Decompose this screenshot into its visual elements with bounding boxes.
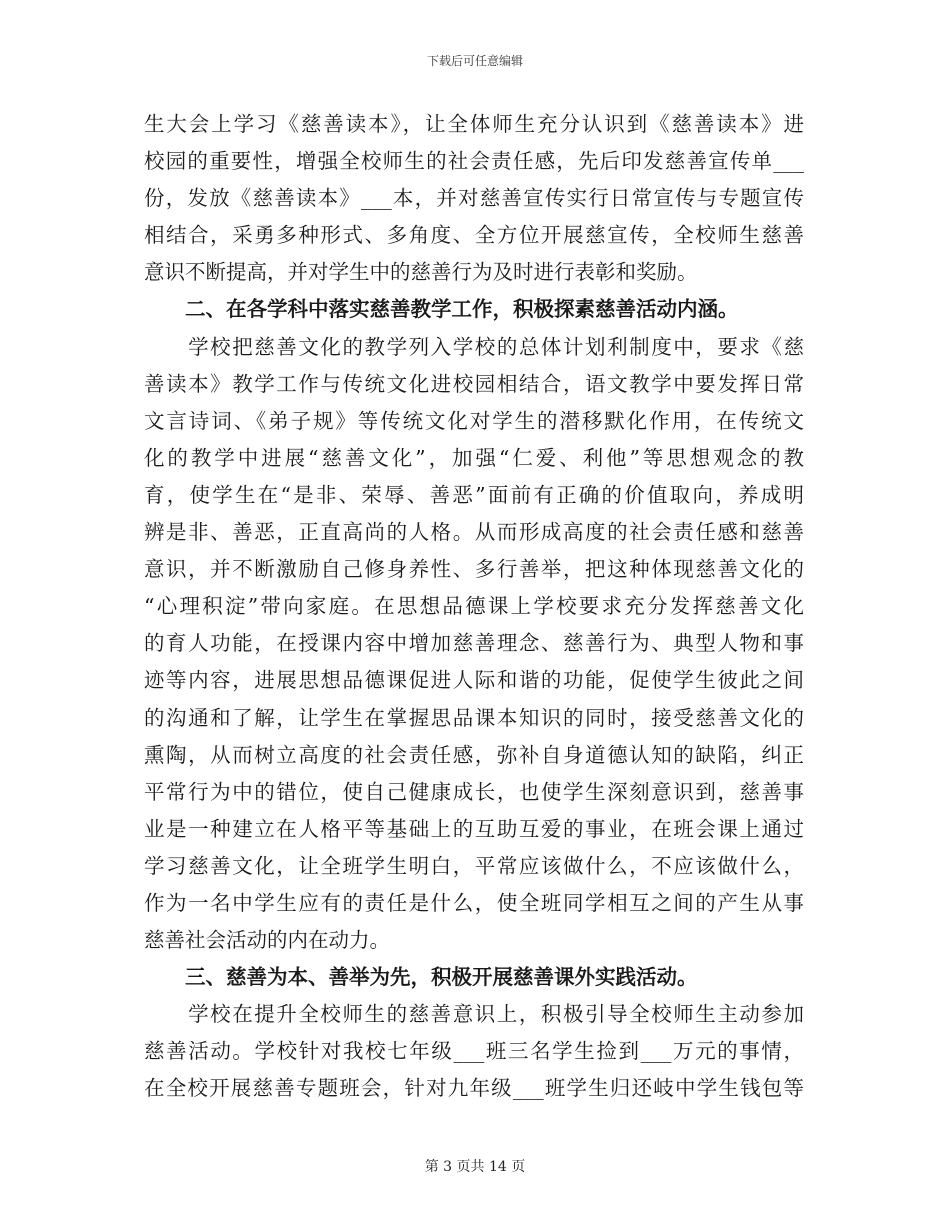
section-heading-2: 二、在各学科中落实慈善教学工作，积极探素慈善活动内涵。 (144, 297, 739, 322)
section-heading-3: 三、慈善为本、善举为先，积极开展慈善课外实践活动。 (144, 965, 698, 990)
body-line: 在全校开展慈善专题班会，针对九年级___班学生归还岐中学生钱包等 (144, 1076, 804, 1101)
body-line: 份，发放《慈善读本》___本，并对慈善宣传实行日常宣传与专题宣传 (144, 186, 804, 211)
document-body (144, 106, 804, 1108)
body-line: 化的教学中进展“慈善文化”，加强“仁爱、利他”等思想观念的教 (144, 445, 804, 470)
body-line: 的育人功能，在授课内容中增加慈善理念、慈善行为、典型人物和事 (144, 631, 804, 656)
body-line: 善读本》教学工作与传统文化进校园相结合，语文教学中要发挥日常 (144, 371, 804, 396)
body-line: 校园的重要性，增强全校师生的社会责任感，先后印发慈善宣传单___ (144, 149, 804, 174)
body-line: 相结合，采勇多种形式、多角度、全方位开展慈宣传，全校师生慈善 (144, 223, 804, 248)
body-line: “心理积淀”带向家庭。在思想品德课上学校要求充分发挥慈善文化 (144, 594, 804, 619)
body-line: 辨是非、善恶，正直高尚的人格。从而形成高度的社会责任感和慈善 (144, 520, 804, 545)
body-line-paragraph-end: 意识不断提高，并对学生中的慈善行为及时进行表彰和奖励。 (144, 260, 698, 285)
body-line: 学校在提升全校师生的慈善意识上，积极引导全校师生主动参加 (144, 1002, 804, 1027)
body-line: 学校把慈善文化的教学列入学校的总体计划利制度中，要求《慈 (144, 334, 804, 359)
body-line: 迹等内容，进展思想品德课促进人际和谐的功能，促使学生彼此之间 (144, 668, 804, 693)
body-line: 慈善活动。学校针对我校七年级___班三名学生捡到___万元的事情， (144, 1039, 804, 1064)
body-line: 作为一名中学生应有的责任是什么，使全班同学相互之间的产生从事 (144, 890, 804, 915)
body-line: 文言诗词、《弟子规》等传统文化对学生的潜移默化作用，在传统文 (144, 408, 804, 433)
body-line-paragraph-end: 慈善社会活动的内在动力。 (144, 928, 390, 953)
body-line: 育，使学生在“是非、荣辱、善恶”面前有正确的价值取向，养成明 (144, 482, 804, 507)
body-line: 的沟通和了解，让学生在掌握思品课本知识的同时，接受慈善文化的 (144, 705, 804, 730)
body-line: 业是一种建立在人格平等基础上的互助互爱的事业，在班会课上通过 (144, 816, 804, 841)
page-header: 下载后可任意编辑 (426, 54, 523, 68)
body-line: 生大会上学习《慈善读本》，让全体师生充分认识到《慈善读本》进 (144, 112, 804, 136)
body-line: 意识，并不断激励自己修身养性、多行善举，把这种体现慈善文化的 (144, 557, 804, 582)
body-line: 学习慈善文化，让全班学生明白，平常应该做什么，不应该做什么， (144, 853, 804, 878)
body-line: 平常行为中的错位，使自己健康成长，也使学生深刻意识到，慈善事 (144, 779, 804, 804)
page-footer: 第 3 页共 14 页 (424, 1159, 526, 1175)
body-line: 熏陶，从而树立高度的社会责任感，弥补自身道德认知的缺陷，纠正 (144, 742, 804, 767)
